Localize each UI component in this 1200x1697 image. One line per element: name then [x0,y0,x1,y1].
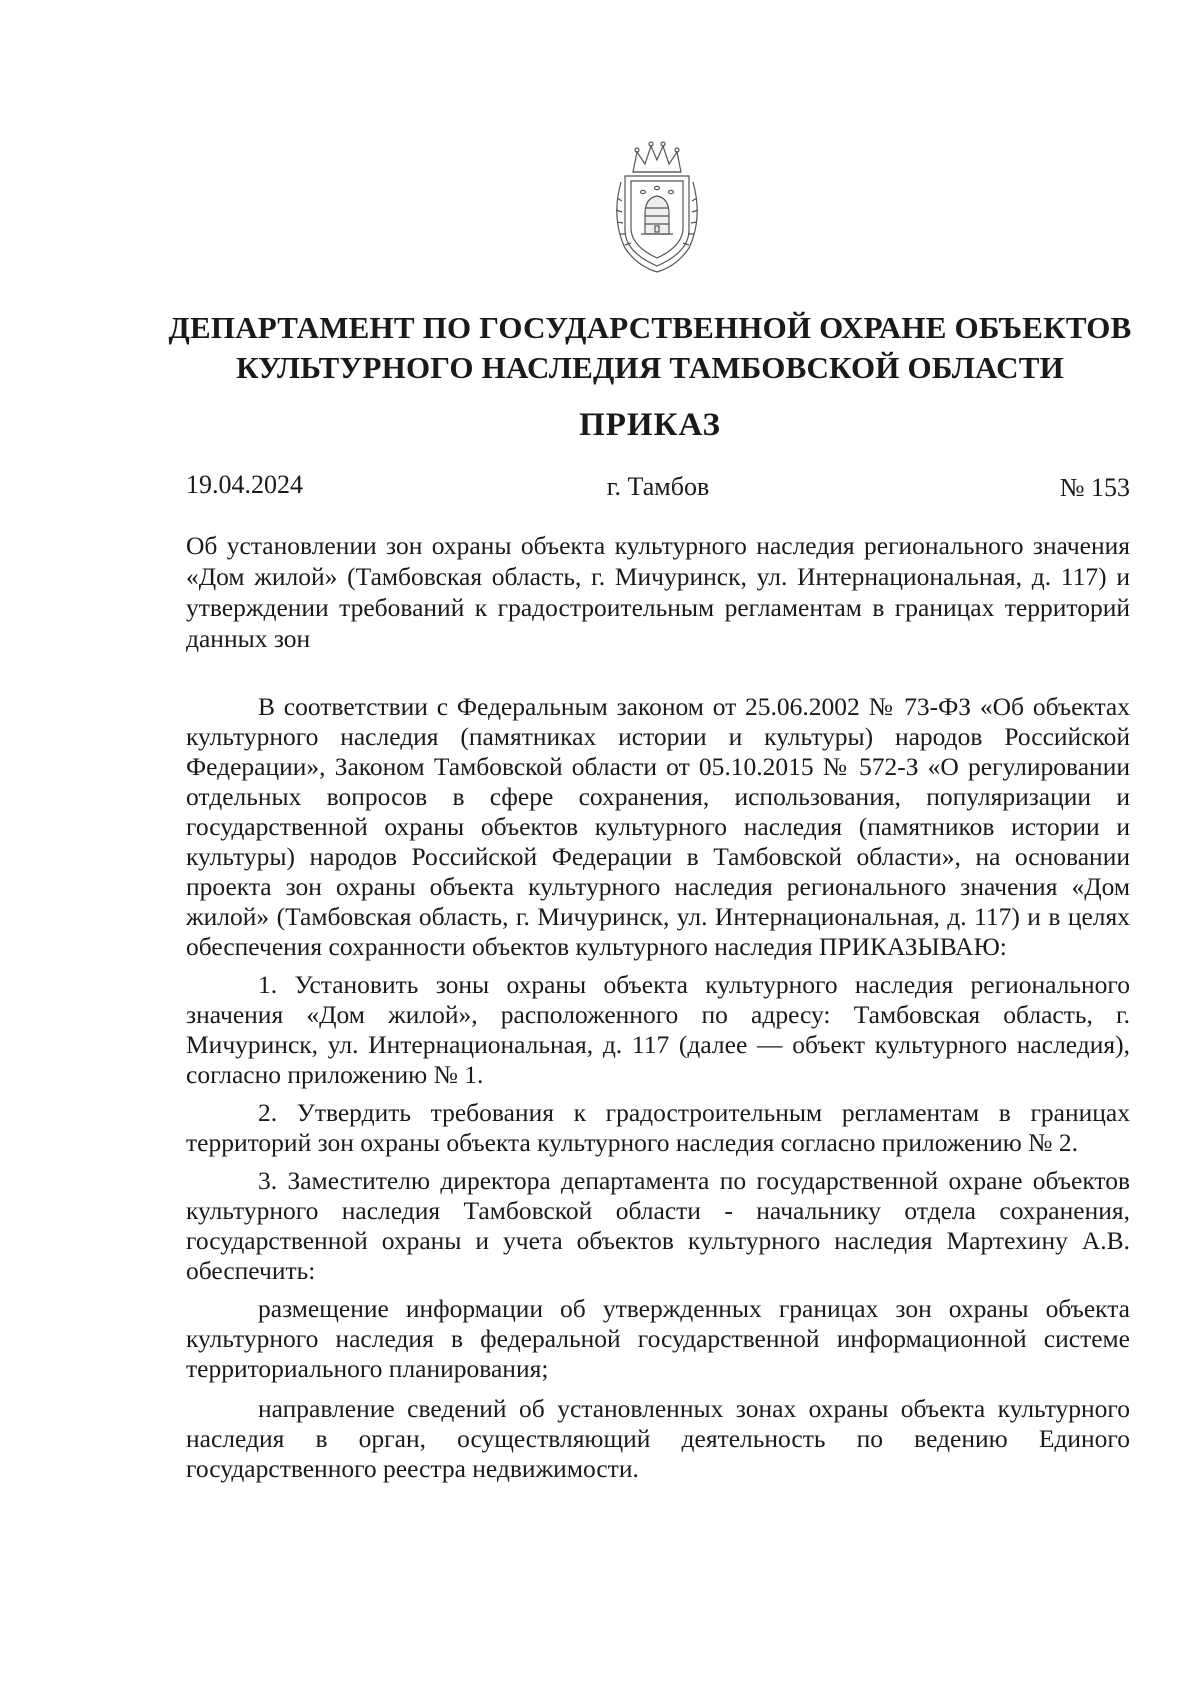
document-meta [186,470,1130,504]
preamble-paragraph: В соответствии с Федеральным законом от 25.06.2002 № 73-ФЗ «Об объектах культурного наследия (памятниках истории и культуры) народов Российской Федерации», Законом Тамбовской области от 05.10.2015 № 572-З «О регулировании отдельных вопросов в сфере сохранения, использования, популяризации и государственной охраны объектов культурного наследия (памятников истории и культуры) народов Российской Федерации в Тамбовской области», на основании проекта зон охраны объекта культурного наследия регионального значения «Дом жилой» (Тамбовская область, г. Мичуринск, ул. Интернациональная, д. 117) и в целях обеспечения сохранности объектов культурного наследия ПРИКАЗЫВАЮ: [186,692,1130,961]
order-item-3-task-2: направление сведений об установленных зонах охраны объекта культурного наследия в орган, осуществляющий деятельность по ведению Единого государственного реестра недвижимости. [186,1394,1130,1483]
department-header [150,308,1150,388]
document-subject: Об установлении зон охраны объекта культурного наследия регионального значения «Дом жилой» (Тамбовская область, г. Мичуринск, ул. Интернациональная, д. 117) и утверждении требований к градостроительным регламентам в границах территорий данных зон [186,531,1130,653]
order-item-2: 2. Утвердить требования к градостроительным регламентам в границах территорий зон охраны объекта культурного наследия согласно приложению № 2. [186,1098,1130,1157]
document-number: № 153 [1059,473,1130,502]
order-item-1: 1. Установить зоны охраны объекта культурного наследия регионального значения «Дом жилой», расположенного по адресу: Тамбовская область, г. Мичуринск, ул. Интернациональная, д. 117 (далее — объект культурного наследия), согласно приложению № 1. [186,970,1130,1089]
document-type: ПРИКАЗ [579,407,721,443]
coat-of-arms-icon [603,138,711,278]
order-item-3-task-1: размещение информации об утвержденных границах зон охраны объекта культурного наследия в федеральной государственной информационной системе территориального планирования; [186,1294,1130,1383]
document-date: 19.04.2024 [186,470,303,499]
document-body [186,692,1130,1494]
department-name-line-1: ДЕПАРТАМЕНТ ПО ГОСУДАРСТВЕННОЙ ОХРАНЕ ОБЪЕКТОВ [168,310,1132,345]
order-item-3: 3. Заместителю директора департамента по государственной охране объектов культурного наследия Тамбовской области - начальнику отдела сохранения, государственной охраны и учета объектов культурного наследия Мартехину А.В. обеспечить: [186,1166,1130,1285]
department-name-line-2: КУЛЬТУРНОГО НАСЛЕДИЯ ТАМБОВСКОЙ ОБЛАСТИ [236,350,1064,385]
document-city: г. Тамбов [606,472,710,501]
